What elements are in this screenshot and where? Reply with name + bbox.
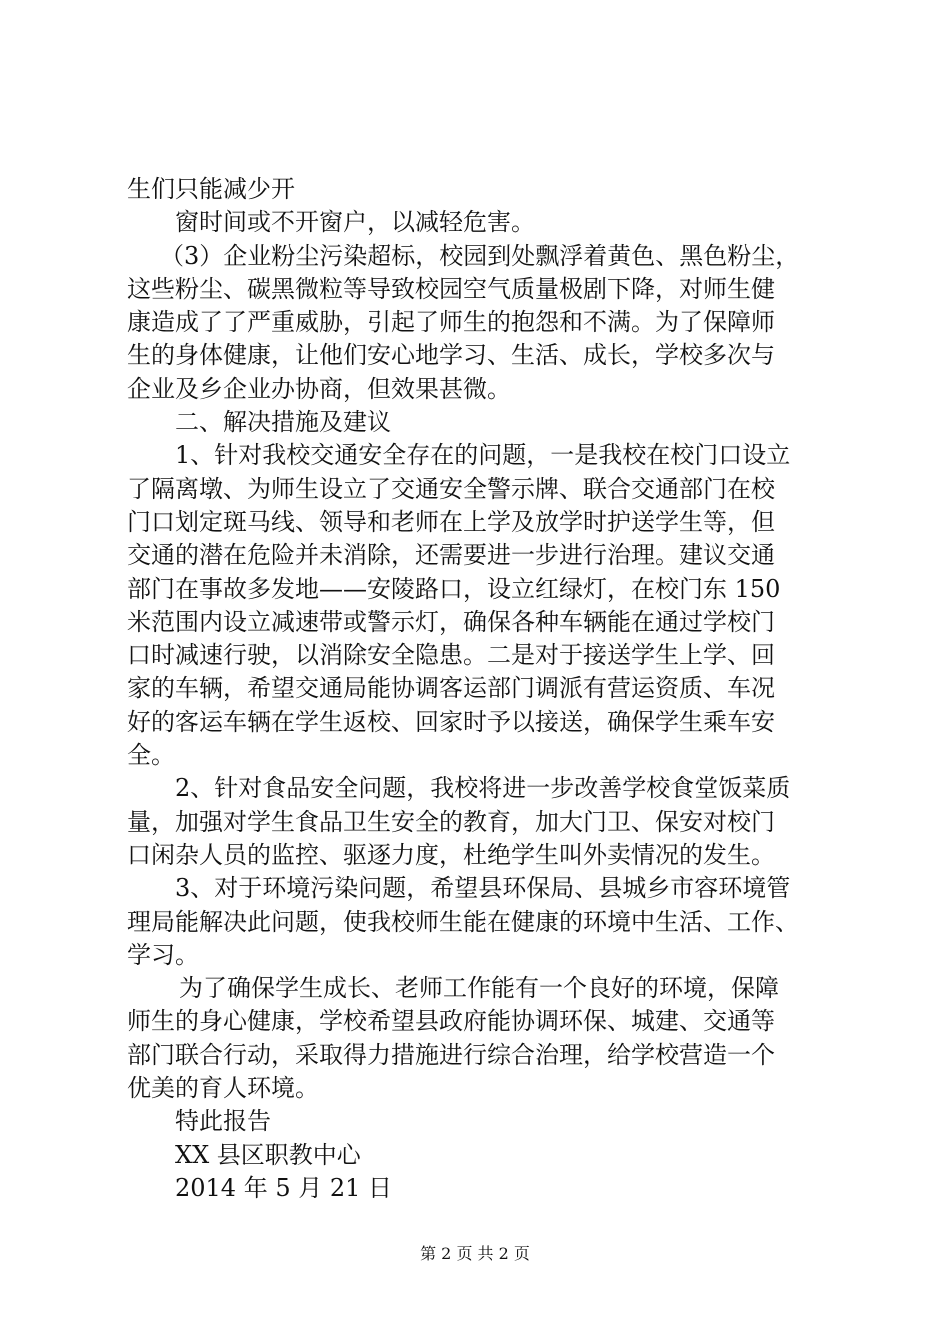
text-line: 生的身体健康，让他们安心地学习、生活、成长，学校多次与 xyxy=(127,341,775,370)
signature-date: 2014 年 5 月 21 日 xyxy=(175,1173,393,1202)
text-line: 理局能解决此问题，使我校师生能在健康的环境中生活、工作、 xyxy=(127,907,799,936)
text-line: 企业及乡企业办协商，但效果甚微。 xyxy=(127,374,511,403)
text-line: 部门联合行动，采取得力措施进行综合治理，给学校营造一个 xyxy=(127,1040,775,1069)
text-line: 窗时间或不开窗户，以减轻危害。 xyxy=(175,208,535,237)
text-line: 部门在事故多发地——安陵路口，设立红绿灯，在校门东 150 xyxy=(127,574,781,603)
page-number-footer: 第 2 页 共 2 页 xyxy=(420,1244,530,1263)
text-line: 3、对于环境污染问题，希望县环保局、县城乡市容环境管 xyxy=(175,874,791,903)
text-line: 全。 xyxy=(127,741,175,770)
signature-organization: XX 县区职教中心 xyxy=(175,1140,361,1169)
text-line: 1、针对我校交通安全存在的问题，一是我校在校门口设立 xyxy=(175,441,791,470)
text-line: 好的客运车辆在学生返校、回家时予以接送，确保学生乘车安 xyxy=(127,707,775,736)
text-line: 康造成了了严重威胁，引起了师生的抱怨和不满。为了保障师 xyxy=(127,308,775,337)
text-line: 量，加强对学生食品卫生安全的教育，加大门卫、保安对校门 xyxy=(127,807,775,836)
text-line: 门口划定斑马线、领导和老师在上学及放学时护送学生等，但 xyxy=(127,507,775,536)
text-line: 这些粉尘、碳黑微粒等导致校园空气质量极剧下降，对师生健 xyxy=(127,274,775,303)
document-body xyxy=(127,173,847,1205)
text-line: 学习。 xyxy=(127,940,199,969)
section-heading: 二、解决措施及建议 xyxy=(175,408,391,437)
text-line: 交通的潜在危险并未消除，还需要进一步进行治理。建议交通 xyxy=(127,541,775,570)
text-line: 生们只能减少开 xyxy=(127,175,295,203)
text-line: 2、针对食品安全问题，我校将进一步改善学校食堂饭菜质 xyxy=(175,774,791,803)
text-line: 口闲杂人员的监控、驱逐力度，杜绝学生叫外卖情况的发生。 xyxy=(127,840,775,869)
closing-remark: 特此报告 xyxy=(175,1107,271,1136)
text-line: （3）企业粉尘污染超标，校园到处飘浮着黄色、黑色粉尘， xyxy=(160,241,800,270)
text-line: 米范围内设立减速带或警示灯，确保各种车辆能在通过学校门 xyxy=(127,607,775,636)
text-line: 口时减速行驶，以消除安全隐患。二是对于接送学生上学、回 xyxy=(127,641,775,670)
text-line: 为了确保学生成长、老师工作能有一个良好的环境，保障 xyxy=(179,974,779,1003)
text-line: 了隔离墩、为师生设立了交通安全警示牌、联合交通部门在校 xyxy=(127,474,775,503)
text-line: 师生的身心健康，学校希望县政府能协调环保、城建、交通等 xyxy=(127,1007,775,1036)
text-line: 家的车辆，希望交通局能协调客运部门调派有营运资质、车况 xyxy=(127,674,775,703)
text-line: 优美的育人环境。 xyxy=(127,1074,319,1103)
